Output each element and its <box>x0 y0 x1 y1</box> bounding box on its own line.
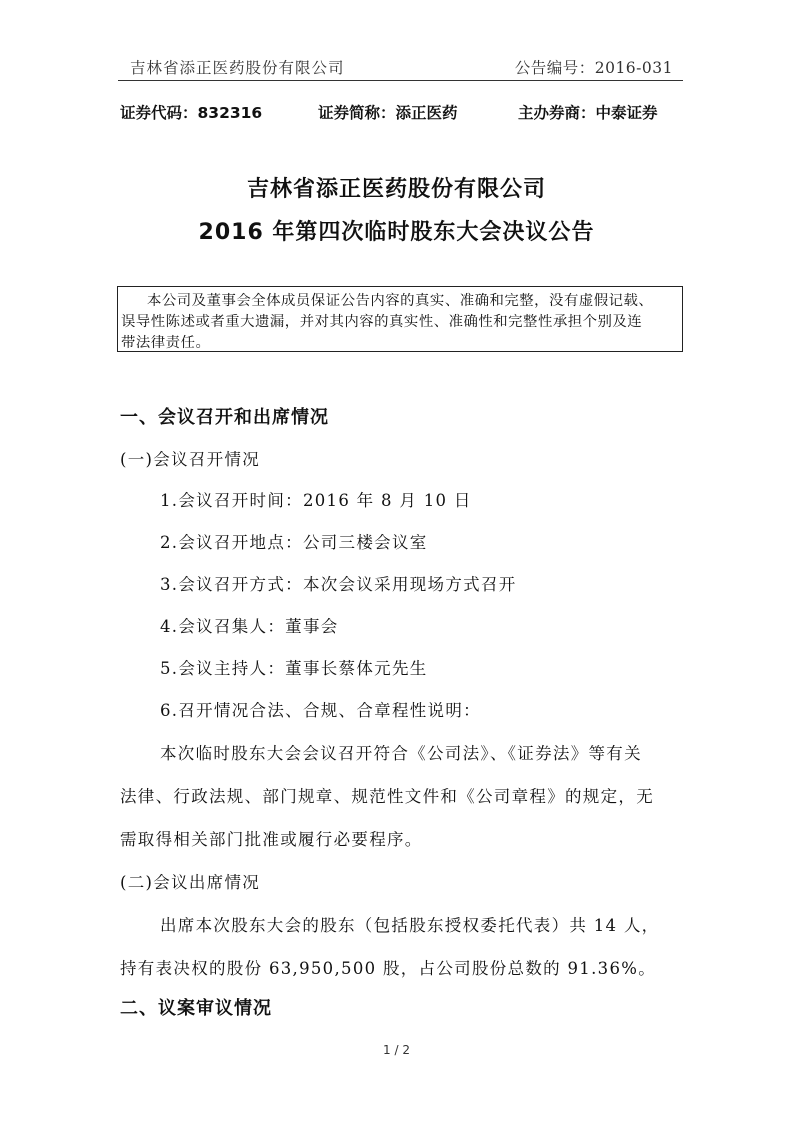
list-item: 1.会议召开时间：2016 年 8 月 10 日 <box>160 491 472 510</box>
attendance-paragraph-line: 出席本次股东大会的股东（包括股东授权委托代表）共 14 人， <box>160 916 660 935</box>
section-heading-proposals: 二、议案审议情况 <box>120 998 272 1019</box>
sponsor-broker: 主办券商：中泰证券 <box>518 104 658 122</box>
list-item: 6.召开情况合法、合规、合章程性说明： <box>160 701 481 720</box>
compliance-paragraph-line: 需取得相关部门批准或履行必要程序。 <box>120 830 423 849</box>
subsection-convening: (一)会议召开情况 <box>120 450 261 469</box>
security-code: 证券代码：832316 <box>120 104 263 122</box>
statement-line-1: 本公司及董事会全体成员保证公告内容的真实、准确和完整，没有虚假记载、 <box>147 293 654 309</box>
header-company-name: 吉林省添正医药股份有限公司 <box>130 59 345 77</box>
list-item: 2.会议召开地点：公司三楼会议室 <box>160 533 428 552</box>
attendance-paragraph-line: 持有表决权的股份 63,950,500 股，占公司股份总数的 91.36%。 <box>120 959 657 978</box>
statement-line-3: 带法律责任。 <box>121 335 211 351</box>
page-number: 1 / 2 <box>383 1043 410 1057</box>
subsection-attendance: (二)会议出席情况 <box>120 873 261 892</box>
statement-line-2: 误导性陈述或者重大遗漏，并对其内容的真实性、准确性和完整性承担个别及连 <box>121 314 643 330</box>
list-item: 4.会议召集人：董事会 <box>160 617 339 636</box>
compliance-paragraph-line: 本次临时股东大会会议召开符合《公司法》、《证券法》等有关 <box>160 744 642 763</box>
document-title-company: 吉林省添正医药股份有限公司 <box>246 177 546 202</box>
section-heading-meeting: 一、会议召开和出席情况 <box>120 407 329 428</box>
list-item: 5.会议主持人：董事长蔡体元先生 <box>160 659 428 678</box>
list-item: 3.会议召开方式：本次会议采用现场方式召开 <box>160 575 517 594</box>
header-divider <box>118 80 683 81</box>
document-title: 2016 年第四次临时股东大会决议公告 <box>198 220 595 245</box>
compliance-paragraph-line: 法律、行政法规、部门规章、规范性文件和《公司章程》的规定，无 <box>120 787 654 806</box>
security-short-name: 证券简称：添正医药 <box>318 104 458 122</box>
header-announcement-number: 公告编号：2016-031 <box>514 59 673 77</box>
